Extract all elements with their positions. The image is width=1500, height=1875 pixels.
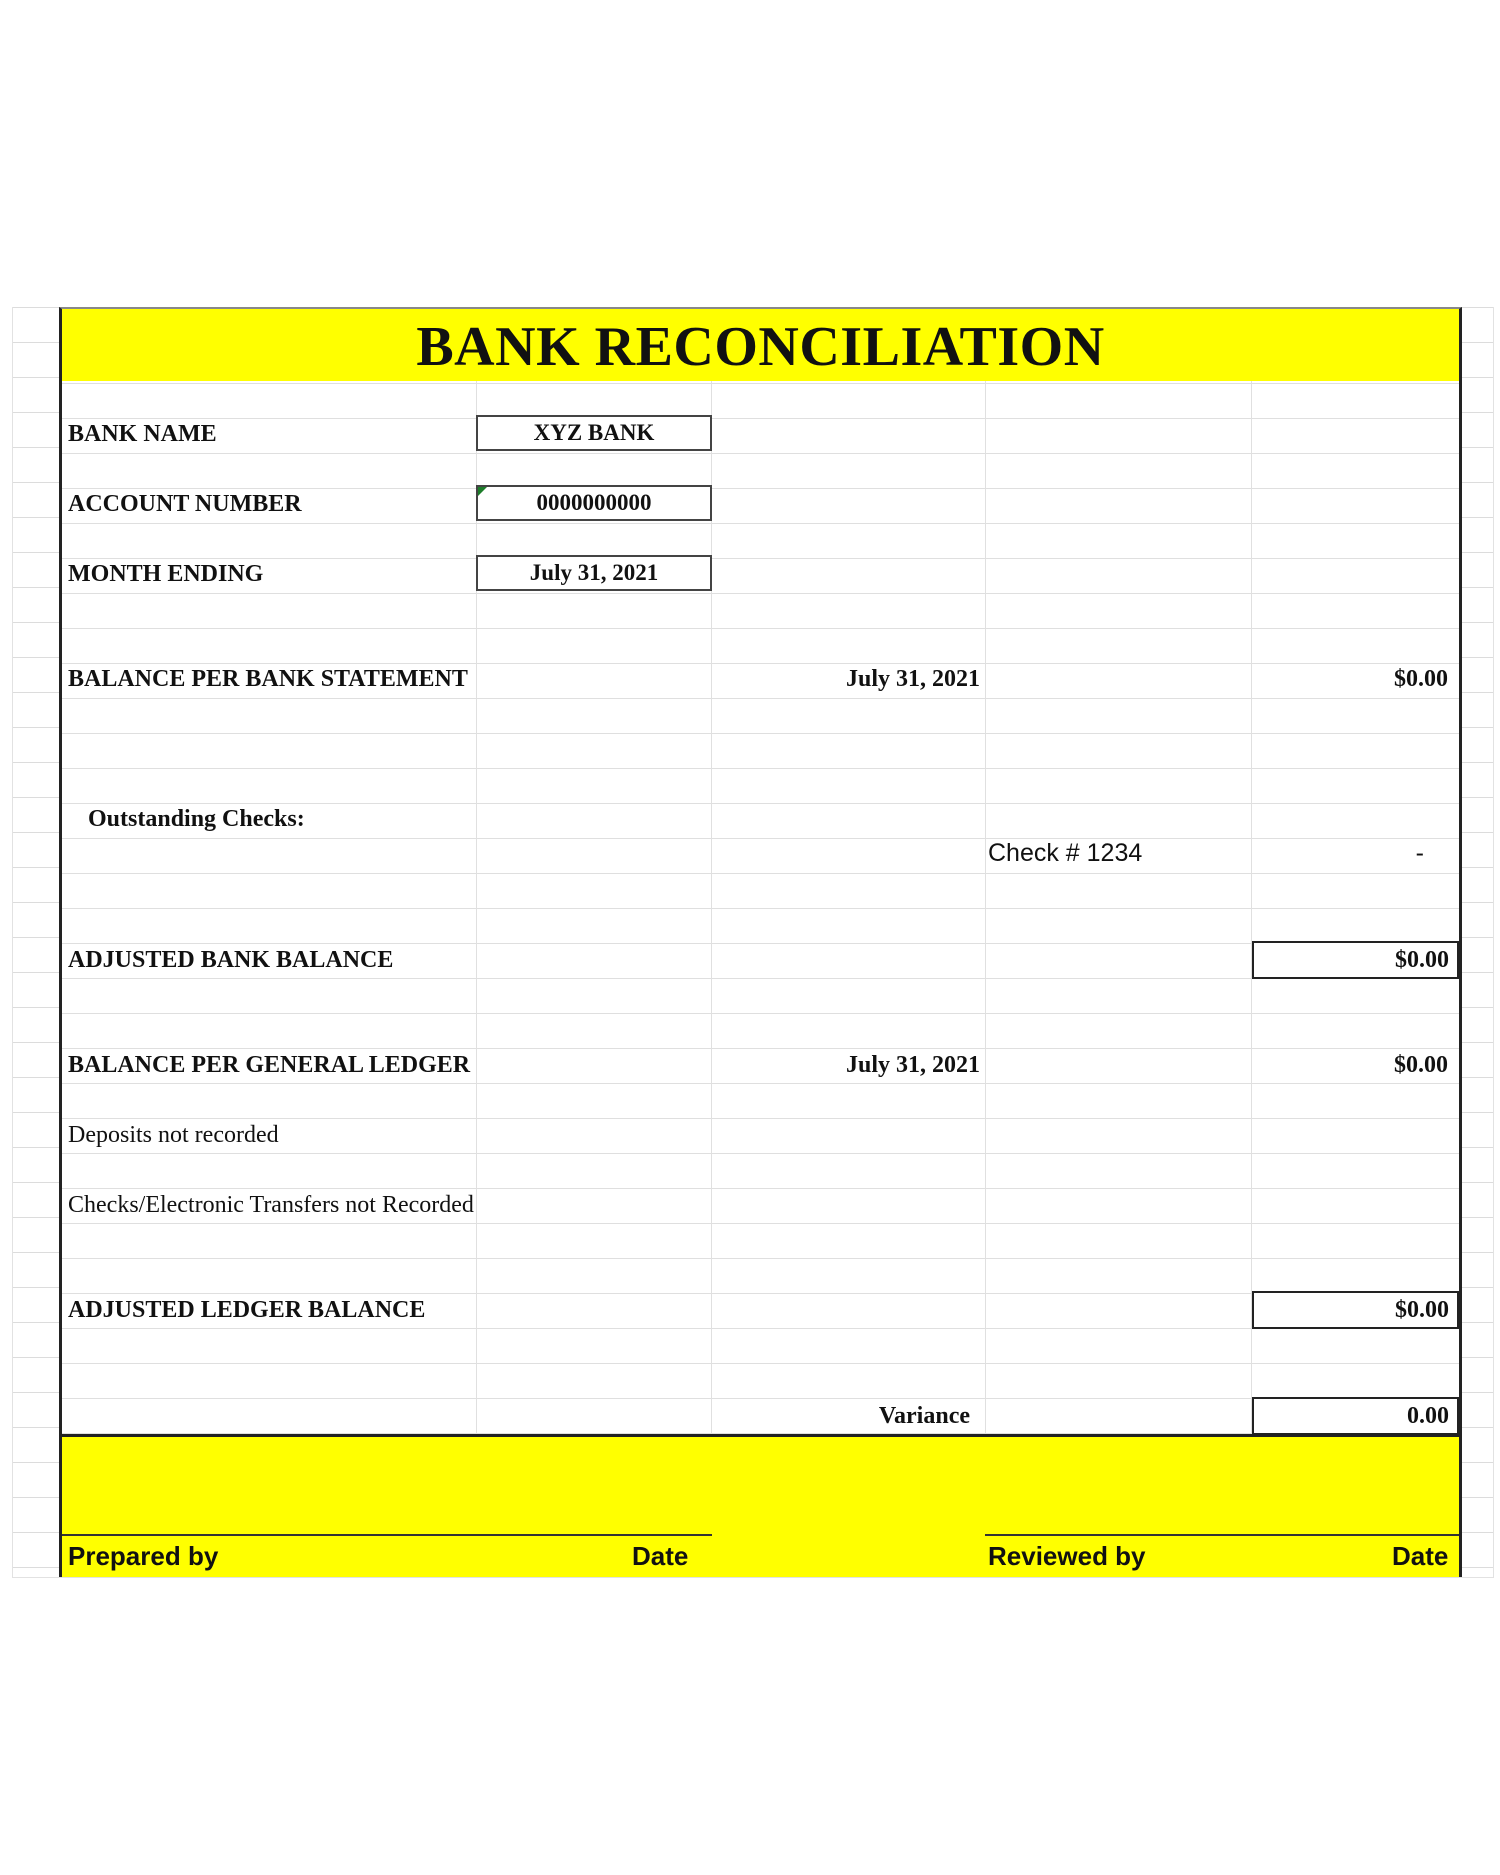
adjusted-bank-balance-label: ADJUSTED BANK BALANCE xyxy=(68,947,394,973)
bank-name-label: BANK NAME xyxy=(68,421,217,447)
cell-error-indicator xyxy=(478,487,487,496)
column-divider xyxy=(985,381,986,1436)
reviewed-signature-line xyxy=(985,1534,1459,1536)
page-title: BANK RECONCILIATION xyxy=(416,316,1105,378)
account-number-field[interactable] xyxy=(476,485,712,521)
ledger-amount: $0.00 xyxy=(1394,1052,1448,1078)
bank-name-field[interactable]: XYZ BANK xyxy=(476,415,712,451)
adjusted-ledger-balance-cell[interactable]: $0.00 xyxy=(1252,1291,1459,1329)
outstanding-checks-label: Outstanding Checks: xyxy=(88,806,305,832)
month-ending-field[interactable]: July 31, 2021 xyxy=(476,555,712,591)
adjusted-ledger-balance-label: ADJUSTED LEDGER BALANCE xyxy=(68,1297,426,1323)
checks-transfers-not-recorded-label: Checks/Electronic Transfers not Recorded xyxy=(68,1192,474,1218)
account-number-value: 0000000000 xyxy=(536,490,652,515)
month-ending-label: MONTH ENDING xyxy=(68,561,264,587)
reviewed-by-label: Reviewed by xyxy=(988,1541,1146,1571)
prepared-date-label: Date xyxy=(632,1541,689,1571)
variance-cell[interactable]: 0.00 xyxy=(1252,1397,1459,1435)
account-number-label: ACCOUNT NUMBER xyxy=(68,491,302,517)
deposits-not-recorded-label: Deposits not recorded xyxy=(68,1122,279,1148)
adjusted-bank-balance-cell[interactable]: $0.00 xyxy=(1252,941,1459,979)
variance-label: Variance xyxy=(878,1403,970,1429)
column-divider xyxy=(476,381,477,1436)
bank-statement-date: July 31, 2021 xyxy=(845,666,980,692)
signature-band xyxy=(62,1434,1459,1577)
check-item-amount: - xyxy=(1415,839,1424,867)
balance-per-ledger-label: BALANCE PER GENERAL LEDGER xyxy=(68,1052,471,1078)
ledger-date: July 31, 2021 xyxy=(845,1052,980,1078)
column-divider xyxy=(1251,381,1252,1436)
reviewed-date-label: Date xyxy=(1392,1541,1449,1571)
balance-per-bank-label: BALANCE PER BANK STATEMENT xyxy=(68,666,468,692)
column-divider xyxy=(711,381,712,1436)
reconciliation-form xyxy=(59,307,1462,1577)
prepared-signature-line xyxy=(62,1534,712,1536)
bank-statement-amount: $0.00 xyxy=(1394,666,1448,692)
prepared-by-label: Prepared by xyxy=(68,1541,219,1571)
title-band xyxy=(62,309,1459,381)
check-item-label: Check # 1234 xyxy=(988,839,1143,867)
